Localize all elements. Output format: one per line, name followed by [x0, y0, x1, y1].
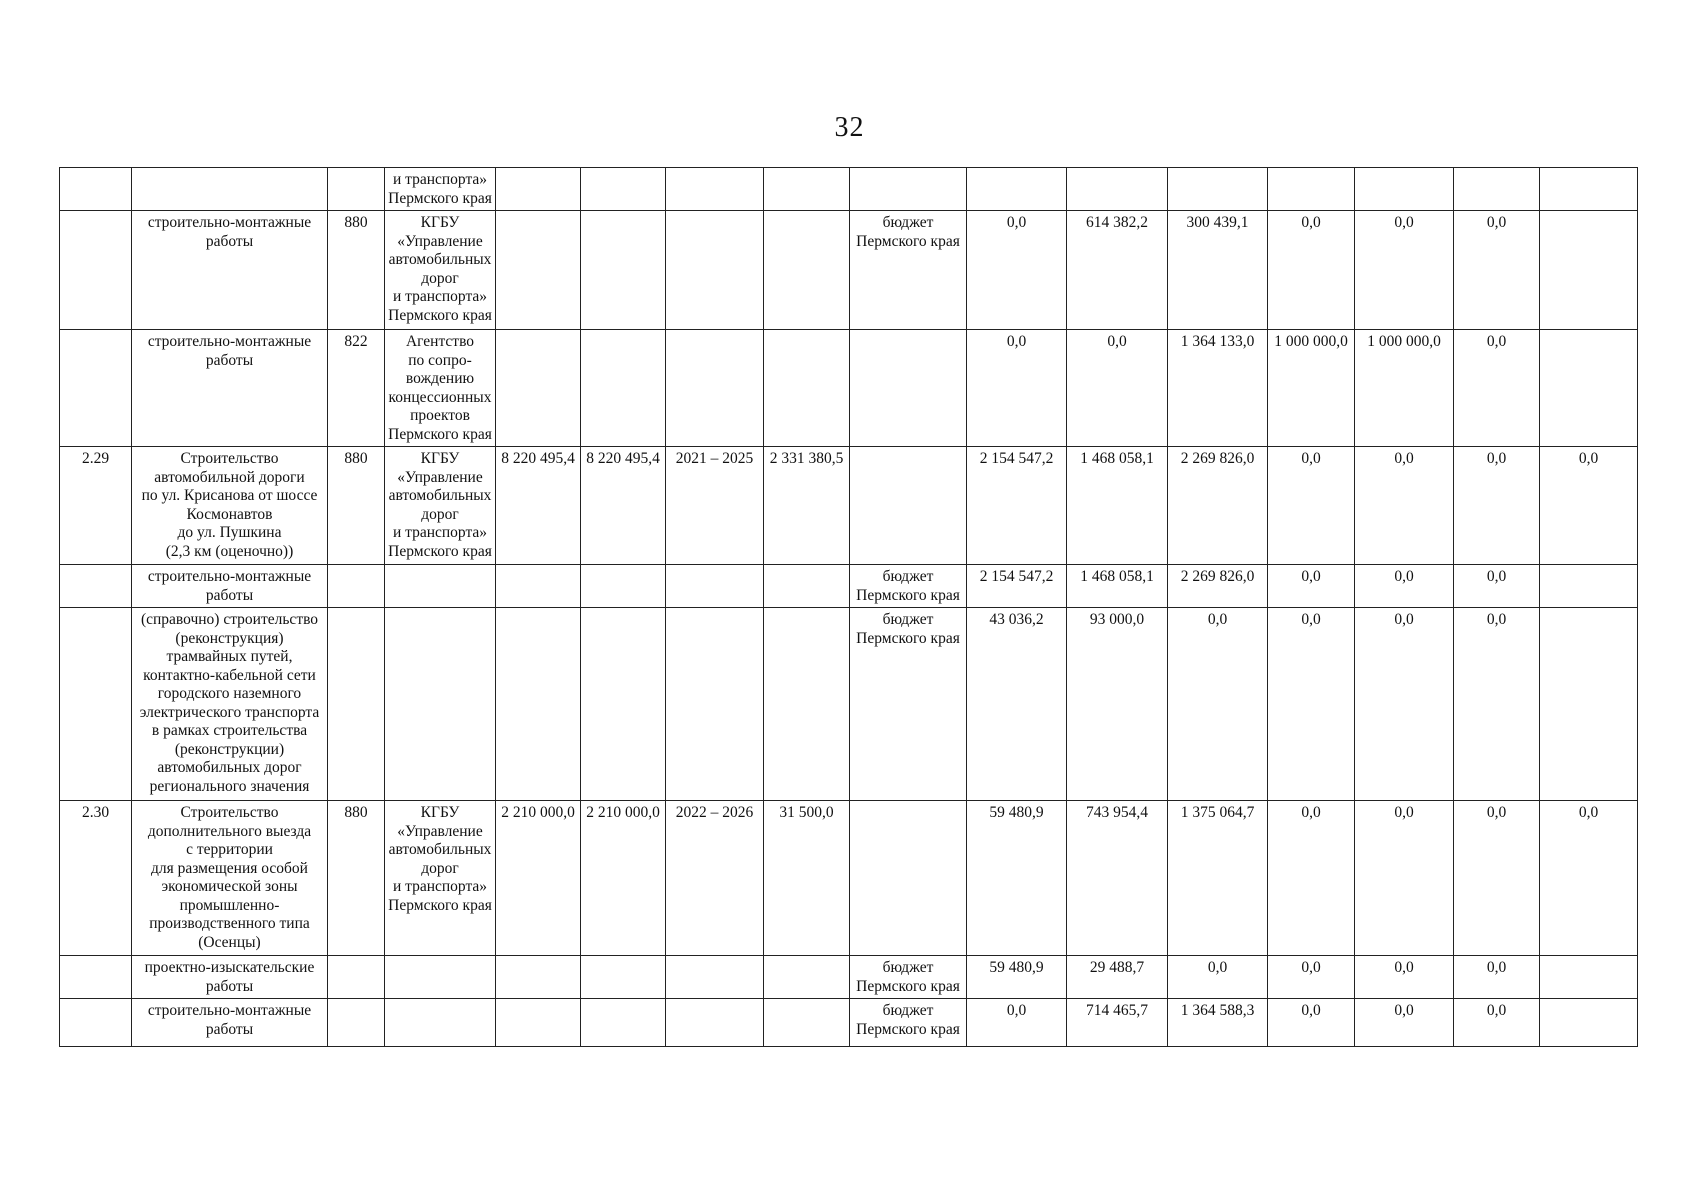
table-cell: 2.29 — [60, 447, 132, 565]
table-cell: 0,0 — [1268, 999, 1355, 1047]
table-cell: 0,0 — [1454, 211, 1540, 330]
table-cell: 0,0 — [1540, 447, 1638, 565]
page-number: 32 — [834, 112, 865, 143]
table-cell: 8 220 495,4 — [581, 447, 666, 565]
table-cell — [581, 211, 666, 330]
table-cell — [132, 168, 328, 211]
table-cell: 0,0 — [967, 211, 1067, 330]
table-cell: 714 465,7 — [1067, 999, 1168, 1047]
table-cell — [60, 565, 132, 608]
table-cell: 0,0 — [1067, 330, 1168, 447]
table-cell — [666, 608, 764, 801]
table-cell — [496, 956, 581, 999]
table-cell — [666, 999, 764, 1047]
table-row — [60, 608, 1638, 801]
table-cell: 8 220 495,4 — [496, 447, 581, 565]
table-cell: 300 439,1 — [1168, 211, 1268, 330]
table-cell: 0,0 — [1355, 565, 1454, 608]
table-cell: Строительство автомобильной дороги по ул. Крисанова от шоссе Космонавтов до ул. Пушкина (2,3 км (оценочно)) — [132, 447, 328, 565]
table-cell — [1540, 999, 1638, 1047]
table-cell: 43 036,2 — [967, 608, 1067, 801]
table-cell — [328, 999, 385, 1047]
table-cell — [60, 211, 132, 330]
table-cell — [496, 211, 581, 330]
table-cell — [764, 330, 850, 447]
table-cell: 2 210 000,0 — [496, 801, 581, 956]
table-cell — [60, 999, 132, 1047]
table-cell — [328, 608, 385, 801]
table-cell: 822 — [328, 330, 385, 447]
table-cell — [764, 956, 850, 999]
table-cell: 0,0 — [1454, 801, 1540, 956]
table-cell: бюджет Пермского края — [850, 565, 967, 608]
table-cell: 0,0 — [1355, 608, 1454, 801]
table-cell: бюджет Пермского края — [850, 999, 967, 1047]
table-cell — [60, 608, 132, 801]
table-cell: 0,0 — [1355, 801, 1454, 956]
table-cell: 743 954,4 — [1067, 801, 1168, 956]
table-cell — [967, 168, 1067, 211]
table-cell: 0,0 — [1355, 999, 1454, 1047]
table-cell: 0,0 — [1268, 956, 1355, 999]
table-cell: 0,0 — [1268, 211, 1355, 330]
table-cell — [385, 999, 496, 1047]
budget-table — [59, 167, 1638, 1047]
table-row — [60, 565, 1638, 608]
table-cell — [764, 565, 850, 608]
table-cell: 2022 – 2026 — [666, 801, 764, 956]
table-cell: 59 480,9 — [967, 956, 1067, 999]
table-cell: 1 364 133,0 — [1168, 330, 1268, 447]
table-cell — [496, 168, 581, 211]
table-cell: (справочно) строительство (реконструкция) трамвайных путей, контактно-кабельной сети городского наземного электрического транспорта в рамках строительства (реконструкции) автомобильных дорог регионального значения — [132, 608, 328, 801]
table-cell: 880 — [328, 447, 385, 565]
table-cell: 2 210 000,0 — [581, 801, 666, 956]
table-cell: 0,0 — [1168, 608, 1268, 801]
table-cell — [328, 565, 385, 608]
table-cell — [496, 330, 581, 447]
table-row — [60, 956, 1638, 999]
table-cell: 1 000 000,0 — [1355, 330, 1454, 447]
table-cell — [1454, 168, 1540, 211]
table-cell: 0,0 — [1454, 999, 1540, 1047]
table-row — [60, 801, 1638, 956]
table-cell: бюджет Пермского края — [850, 956, 967, 999]
table-cell — [1067, 168, 1168, 211]
table-cell — [850, 447, 967, 565]
table-cell: 0,0 — [1268, 801, 1355, 956]
table-cell: строительно-монтажные работы — [132, 211, 328, 330]
table-cell: строительно-монтажные работы — [132, 565, 328, 608]
table-cell: 0,0 — [1454, 565, 1540, 608]
table-cell: строительно-монтажные работы — [132, 999, 328, 1047]
table-cell: проектно-изыскательские работы — [132, 956, 328, 999]
table-cell — [850, 330, 967, 447]
table-cell — [60, 330, 132, 447]
table-cell — [764, 999, 850, 1047]
table-cell: 0,0 — [1268, 608, 1355, 801]
table-cell — [666, 330, 764, 447]
table-cell — [60, 168, 132, 211]
table-cell — [581, 608, 666, 801]
table-cell: 0,0 — [1268, 447, 1355, 565]
table-cell: 0,0 — [1454, 330, 1540, 447]
table-cell — [666, 211, 764, 330]
table-cell: 2021 – 2025 — [666, 447, 764, 565]
table-cell — [581, 999, 666, 1047]
table-cell — [60, 956, 132, 999]
table-cell: 0,0 — [967, 999, 1067, 1047]
table-cell: КГБУ «Управление автомобильных дорог и транспорта» Пермского края — [385, 447, 496, 565]
table-cell: КГБУ «Управление автомобильных дорог и транспорта» Пермского края — [385, 801, 496, 956]
table-row — [60, 447, 1638, 565]
table-cell: 880 — [328, 211, 385, 330]
table-cell: 2.30 — [60, 801, 132, 956]
table-cell — [850, 801, 967, 956]
table-cell: 1 468 058,1 — [1067, 447, 1168, 565]
table-cell: 0,0 — [967, 330, 1067, 447]
table-cell: 2 269 826,0 — [1168, 447, 1268, 565]
table-cell — [764, 608, 850, 801]
table-cell: бюджет Пермского края — [850, 211, 967, 330]
table-cell: 1 468 058,1 — [1067, 565, 1168, 608]
table-cell: 0,0 — [1168, 956, 1268, 999]
table-cell — [1268, 168, 1355, 211]
table-cell — [1540, 168, 1638, 211]
table-cell — [581, 168, 666, 211]
table-cell — [666, 956, 764, 999]
table-cell — [581, 565, 666, 608]
table-cell: 0,0 — [1268, 565, 1355, 608]
table-cell — [385, 608, 496, 801]
table-cell: 1 375 064,7 — [1168, 801, 1268, 956]
table-cell — [666, 565, 764, 608]
table-cell: бюджет Пермского края — [850, 608, 967, 801]
table-cell — [1540, 565, 1638, 608]
table-cell — [666, 168, 764, 211]
table-cell: 2 269 826,0 — [1168, 565, 1268, 608]
table-cell: 29 488,7 — [1067, 956, 1168, 999]
table-cell — [385, 565, 496, 608]
table-cell: 2 154 547,2 — [967, 447, 1067, 565]
table-cell: строительно-монтажные работы — [132, 330, 328, 447]
table-cell: 0,0 — [1355, 956, 1454, 999]
table-cell — [1540, 608, 1638, 801]
table-row — [60, 168, 1638, 211]
table-cell: 2 154 547,2 — [967, 565, 1067, 608]
table-cell: КГБУ «Управление автомобильных дорог и транспорта» Пермского края — [385, 211, 496, 330]
table-cell — [1540, 956, 1638, 999]
table-cell — [385, 956, 496, 999]
table-body — [60, 168, 1638, 1047]
table-cell — [328, 956, 385, 999]
table-row — [60, 999, 1638, 1047]
table-cell — [1540, 330, 1638, 447]
table-cell — [328, 168, 385, 211]
table-cell: и транспорта» Пермского края — [385, 168, 496, 211]
table-row — [60, 330, 1638, 447]
table-cell — [764, 211, 850, 330]
table-cell — [581, 330, 666, 447]
table-cell: 0,0 — [1540, 801, 1638, 956]
table-cell: 0,0 — [1355, 447, 1454, 565]
table-cell — [1355, 168, 1454, 211]
table-cell: 880 — [328, 801, 385, 956]
table-cell: 1 364 588,3 — [1168, 999, 1268, 1047]
table-cell: 0,0 — [1454, 608, 1540, 801]
table-cell: Агентство по сопро- вождению концессионных проектов Пермского края — [385, 330, 496, 447]
table-cell — [850, 168, 967, 211]
table-cell — [1168, 168, 1268, 211]
table-cell: 31 500,0 — [764, 801, 850, 956]
table-cell: 0,0 — [1355, 211, 1454, 330]
table-cell — [581, 956, 666, 999]
table-cell: 93 000,0 — [1067, 608, 1168, 801]
table-cell — [496, 565, 581, 608]
table-cell: Строительство дополнительного выезда с территории для размещения особой экономической зоны промышленно- производственного типа (Осенцы) — [132, 801, 328, 956]
table-cell — [496, 608, 581, 801]
table-cell — [764, 168, 850, 211]
table-cell: 59 480,9 — [967, 801, 1067, 956]
table-cell — [496, 999, 581, 1047]
table-cell: 1 000 000,0 — [1268, 330, 1355, 447]
table-cell: 614 382,2 — [1067, 211, 1168, 330]
table-cell: 0,0 — [1454, 956, 1540, 999]
table-row — [60, 211, 1638, 330]
table-cell: 2 331 380,5 — [764, 447, 850, 565]
table-cell — [1540, 211, 1638, 330]
table-cell: 0,0 — [1454, 447, 1540, 565]
